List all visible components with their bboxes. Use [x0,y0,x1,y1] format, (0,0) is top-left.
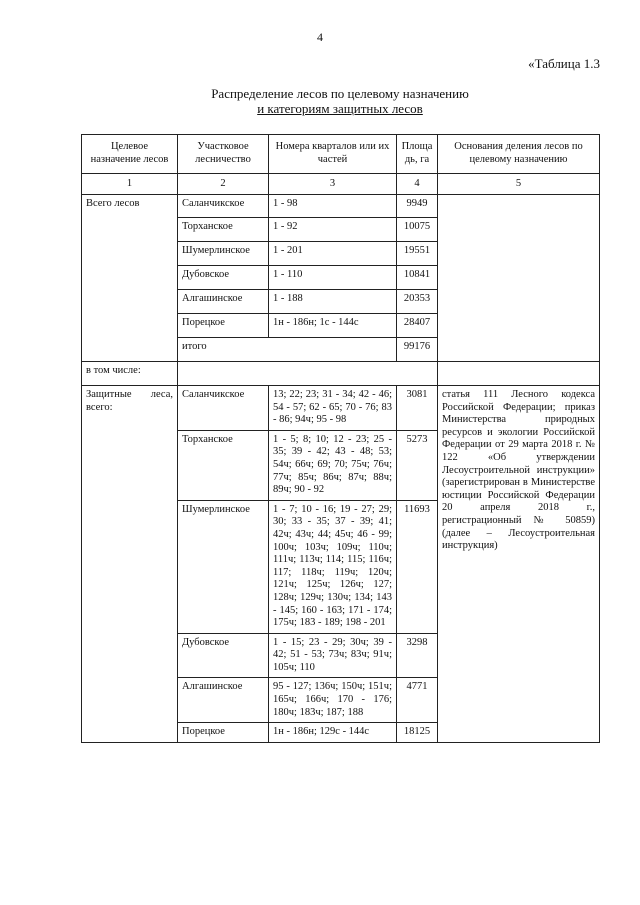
area-cell: 9949 [397,195,438,218]
header-row [82,135,600,174]
table-label: «Таблица 1.3 [528,56,600,71]
forestry-cell: Шумерлинское [178,500,269,633]
forestry-cell: Шумерлинское [178,242,269,266]
forestry-cell: Торханское [178,430,269,500]
page-number: 4 [317,30,323,44]
col-num-4: 4 [397,174,438,195]
quarters-cell: 1н - 186н; 1с - 144с [269,314,397,338]
purpose-all-forests: Всего лесов [82,195,178,362]
header-quarters: Номера кварталов или их частей [269,135,397,174]
area-cell: 10075 [397,218,438,242]
quarters-cell: 1 - 201 [269,242,397,266]
area-cell: 28407 [397,314,438,338]
including-row [82,362,600,386]
quarters-cell: 1 - 7; 10 - 16; 19 - 27; 29; 30; 33 - 35; 37 - 39; 41; 42ч; 43ч; 44; 45ч; 46 - 99; 100ч; 103ч; 109ч; 110ч; 111ч; 113ч; 114; 115; 116ч; 117; 118ч; 119ч; 120ч; 121ч; 125ч; 126ч; 127; 128ч; 129ч; 130ч; 134; 143 - 145; 160 - 163; 171 - 174; 175ч; 183 - 189; 198 - 201 [269,500,397,633]
total-area: 99176 [397,338,438,362]
area-cell: 4771 [397,678,438,723]
column-number-row [82,174,600,195]
quarters-cell: 1н - 186н; 129с - 144с [269,723,397,743]
forestry-cell: Алгашинское [178,678,269,723]
quarters-cell: 1 - 110 [269,266,397,290]
area-cell: 3081 [397,386,438,431]
forestry-cell: Саланчикское [178,386,269,431]
header-forestry: Участковое лесничество [178,135,269,174]
title-line-2: и категориям защитных лесов [257,101,423,116]
col-num-3: 3 [269,174,397,195]
quarters-cell: 1 - 15; 23 - 29; 30ч; 39 - 42; 51 - 53; 73ч; 83ч; 91ч; 105ч; 110 [269,633,397,678]
table-row [82,386,600,431]
including-label: в том числе: [82,362,178,386]
quarters-cell: 1 - 5; 8; 10; 12 - 23; 25 - 35; 39 - 42; 43 - 48; 53; 54ч; 66ч; 69; 70; 75ч; 76ч; 77ч; 85ч; 86ч; 87ч; 88ч; 89ч; 90 - 92 [269,430,397,500]
header-basis: Основания деления лесов по целевому назначению [438,135,600,174]
header-area: Площа дь, га [397,135,438,174]
basis-protective: статья 111 Лесного кодекса Российской Федерации; приказ Министерства природных ресурсов и экологии Российской Федерации от 29 марта 2018 г. № 122 «Об утверждении Лесоустроительной инструкции» (зарегистрирован в Министерстве юстиции Российской Федерации 20 апреля 2018 г., регистрационный № 50859) (далее – Лесоустроительная инструкция) [438,386,600,743]
forestry-cell: Порецкое [178,723,269,743]
forestry-cell: Порецкое [178,314,269,338]
quarters-cell: 1 - 98 [269,195,397,218]
total-label: итого [178,338,397,362]
basis-cell-empty [438,362,600,386]
area-cell: 3298 [397,633,438,678]
area-cell: 5273 [397,430,438,500]
forestry-cell: Дубовское [178,633,269,678]
forestry-cell: Алгашинское [178,290,269,314]
table-row [82,195,600,218]
table-title [0,86,640,116]
quarters-cell: 95 - 127; 136ч; 150ч; 151ч; 165ч; 166ч; 170 - 176; 180ч; 183ч; 187; 188 [269,678,397,723]
forestry-cell: Дубовское [178,266,269,290]
including-empty [178,362,438,386]
forestry-cell: Торханское [178,218,269,242]
area-cell: 19551 [397,242,438,266]
col-num-1: 1 [82,174,178,195]
area-cell: 11693 [397,500,438,633]
area-cell: 20353 [397,290,438,314]
forest-distribution-table [81,134,600,743]
area-cell: 10841 [397,266,438,290]
quarters-cell: 13; 22; 23; 31 - 34; 42 - 46; 54 - 57; 62 - 65; 70 - 76; 83 - 86; 94ч; 95 - 98 [269,386,397,431]
col-num-5: 5 [438,174,600,195]
header-purpose: Целевое назначение лесов [82,135,178,174]
quarters-cell: 1 - 188 [269,290,397,314]
purpose-protective-forests: Защитные леса, всего: [82,386,178,743]
basis-cell-empty [438,195,600,362]
title-line-1: Распределение лесов по целевому назначению [211,86,469,101]
area-cell: 18125 [397,723,438,743]
forestry-cell: Саланчикское [178,195,269,218]
quarters-cell: 1 - 92 [269,218,397,242]
col-num-2: 2 [178,174,269,195]
